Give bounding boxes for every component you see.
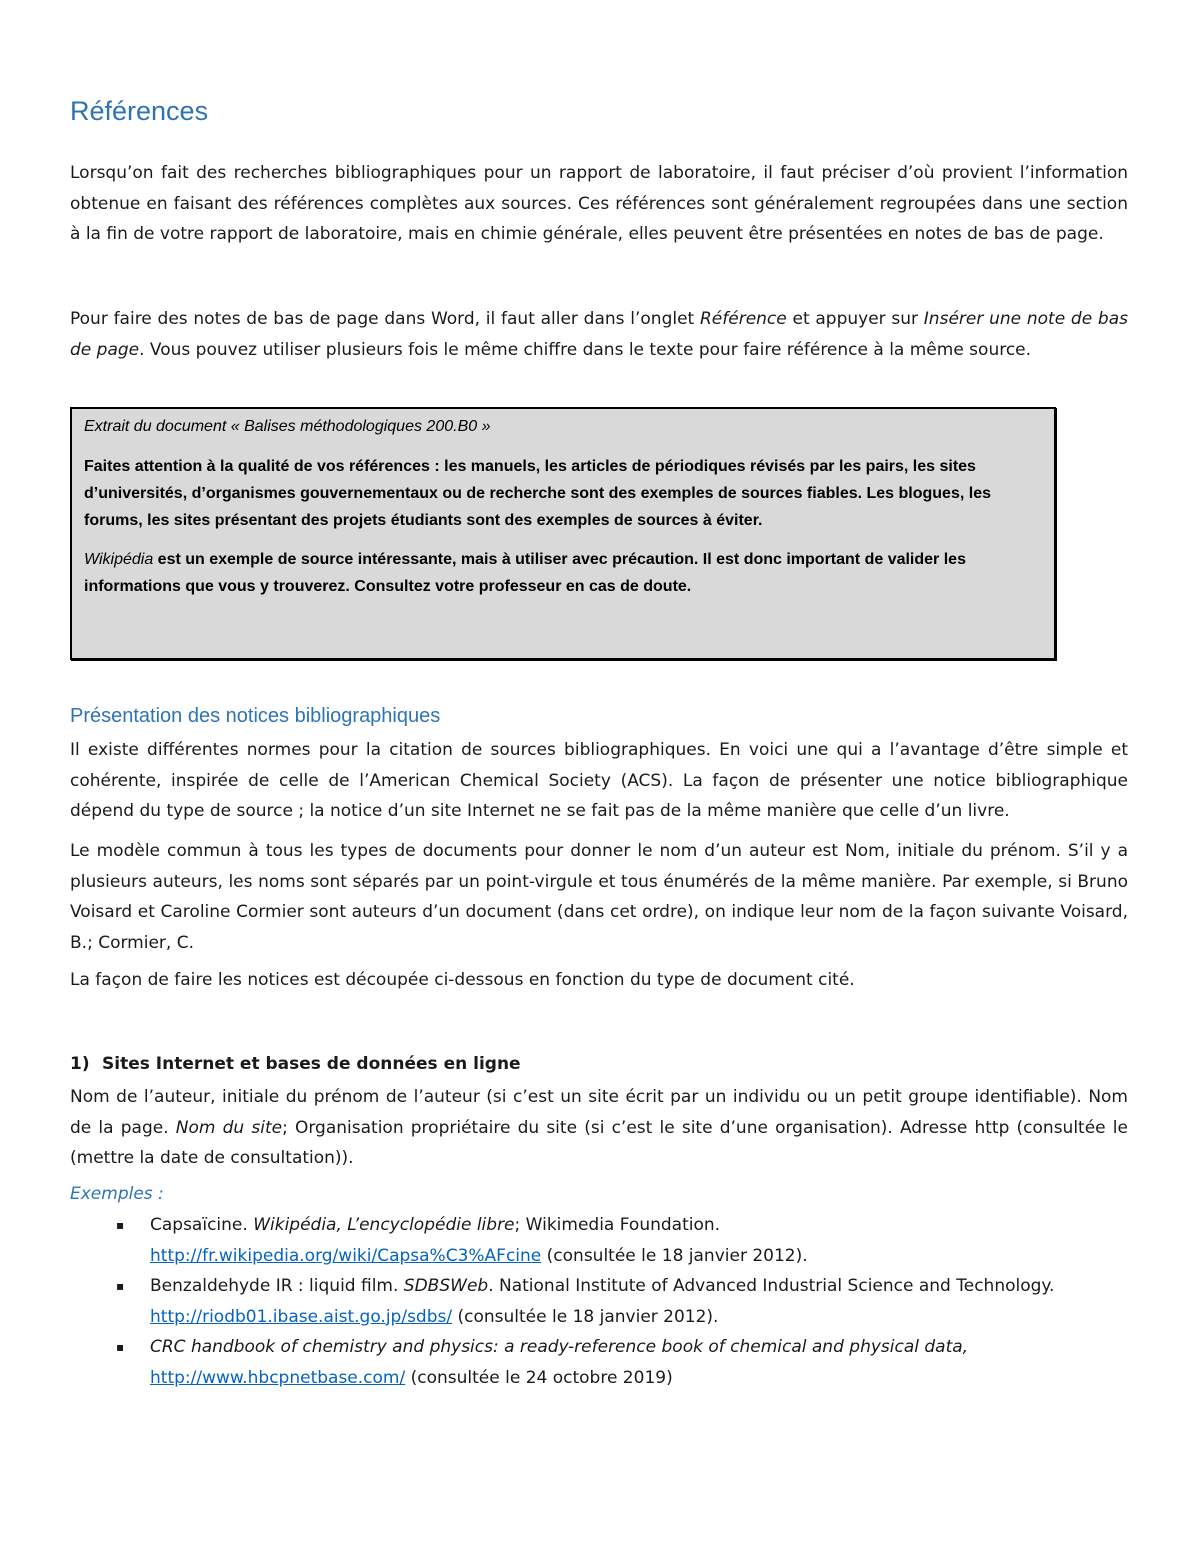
- reference-link[interactable]: http://fr.wikipedia.org/wiki/Capsa%C3%AFcine: [150, 1245, 542, 1266]
- italic-segment: Insérer une note de bas de page: [70, 309, 1128, 360]
- page-title: Références: [70, 96, 209, 126]
- text-segment: ; Wikimedia Foundation.: [514, 1215, 721, 1235]
- text-segment: Pour faire des notes de bas de page dans Word, il faut aller dans l’onglet: [70, 309, 700, 329]
- list-item: [116, 1271, 1128, 1332]
- italic-segment: SDBSWeb: [403, 1276, 489, 1296]
- italic-segment: CRC handbook of chemistry and physics: a ready-reference book of chemical and physical data,: [150, 1337, 969, 1357]
- norms-paragraph: Il existe différentes normes pour la citation de sources bibliographiques. En voici une qui a l’avantage d’être simple et cohérente, inspirée de celle de l’American Chemical Society (ACS). La façon de présenter une notice bibliographique dépend du type de source ; la notice d’un site Internet ne se fait pas de la même manière que celle d’un livre.: [70, 740, 1128, 821]
- italic-segment: Nom du site: [175, 1117, 283, 1138]
- text-segment: ; Organisation propriétaire du site (si c’est le site d’une organisation). Adresse http (consultée le (mettre la date de consultation)).: [70, 1117, 1128, 1168]
- notices-paragraph: La façon de faire les notices est découpée ci-dessous en fonction du type de document cité.: [70, 970, 855, 990]
- text-segment: . Vous pouvez utiliser plusieurs fois le même chiffre dans le texte pour faire référence à la même source.: [139, 339, 1032, 360]
- reference-link[interactable]: http://www.hbcpnetbase.com/: [150, 1367, 406, 1388]
- word-footnote-paragraph: [70, 304, 1128, 365]
- bullet-icon: ▪: [116, 1340, 125, 1354]
- text-segment: (consultée le 24 octobre 2019): [405, 1367, 673, 1388]
- list-item: [116, 1332, 1128, 1393]
- text-segment: et appuyer sur: [786, 309, 924, 329]
- excerpt-paragraph: Faites attention à la qualité de vos références : les manuels, les articles de périodiques révisés par les pairs, les sites d’universités, d’organismes gouvernementaux ou de recherche sont des exemples de sources fiables. Les blogues, les forums, les sites présentant des projets étudiants sont des exemples de sources à éviter.: [84, 458, 991, 529]
- author-model-paragraph: Le modèle commun à tous les types de documents pour donner le nom d’un auteur est Nom, initiale du prénom. S’il y a plusieurs auteurs, les noms sont séparés par un point-virgule et tous énumérés de la même manière. Par exemple, si Bruno Voisard et Caroline Cormier sont auteurs d’un document (dans cet ordre), on indique leur nom de la façon suivante Voisard, B.; Cormier, C.: [70, 841, 1128, 953]
- text-segment: . National Institute of Advanced Industrial Science and Technology.: [488, 1276, 1055, 1296]
- section-heading: Présentation des notices bibliographiques: [70, 705, 441, 727]
- excerpt-title: Extrait du document « Balises méthodologiques 200.B0 »: [84, 418, 491, 435]
- website-format-paragraph: [70, 1082, 1128, 1174]
- subsection-title: Sites Internet et bases de données en ligne: [102, 1054, 521, 1074]
- text-segment: est un exemple de source intéressante, mais à utiliser avec précaution. Il est donc important de valider les informations que vous y trouverez. Consultez votre professeur en cas de doute.: [84, 551, 966, 595]
- intro-paragraph: Lorsqu’on fait des recherches bibliographiques pour un rapport de laboratoire, il faut préciser d’où provient l’information obtenue en faisant des références complètes aux sources. Ces références sont généralement regroupées dans une section à la fin de votre rapport de laboratoire, mais en chimie générale, elles peuvent être présentées en notes de bas de page.: [70, 163, 1128, 244]
- italic-segment: Wikipédia, L’encyclopédie libre: [253, 1215, 515, 1235]
- examples-list: [116, 1210, 1128, 1393]
- text-segment: (consultée le 18 janvier 2012).: [452, 1306, 719, 1327]
- italic-segment: Référence: [699, 309, 787, 329]
- text-segment: (consultée le 18 janvier 2012).: [541, 1245, 808, 1266]
- italic-segment: Wikipédia: [84, 551, 154, 568]
- subsection-number: 1): [70, 1054, 90, 1074]
- bullet-icon: ▪: [116, 1218, 125, 1232]
- excerpt-paragraph: [84, 546, 1042, 600]
- subsection-heading: [70, 1054, 521, 1074]
- bullet-icon: ▪: [116, 1279, 125, 1293]
- text-segment: Nom de l’auteur, initiale du prénom de l’auteur (si c’est un site écrit par un individu ou un petit groupe identifiable). Nom de la page.: [70, 1087, 1128, 1138]
- text-segment: Benzaldehyde IR : liquid film.: [150, 1276, 404, 1296]
- list-item: [116, 1210, 1128, 1271]
- excerpt-box: [70, 407, 1056, 660]
- text-segment: Capsaïcine.: [150, 1215, 254, 1235]
- reference-link[interactable]: http://riodb01.ibase.aist.go.jp/sdbs/: [150, 1306, 453, 1327]
- examples-label: Exemples :: [70, 1184, 164, 1204]
